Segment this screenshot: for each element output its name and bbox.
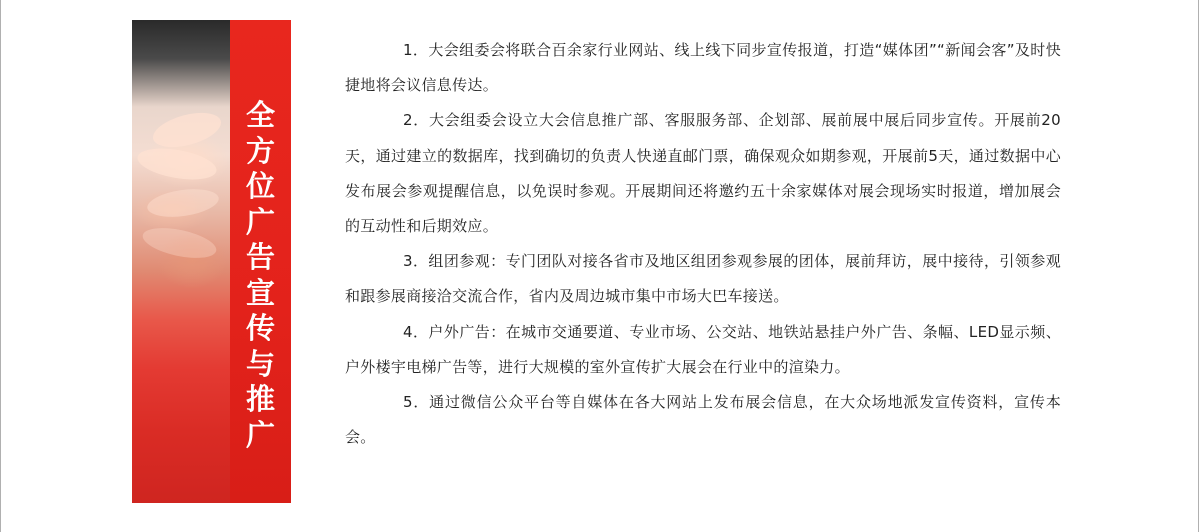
paragraph-promotion-departments: 2．大会组委会设立大会信息推广部、客服服务部、企划部、展前展中展后同步宣传。开展前20天，通过建立的数据库，找到确切的负责人快递直邮门票，确保观众如期参观，开展前5天，通过数据中心发布展会参观提醒信息，以免误时参观。开展期间还将邀约五十余家媒体对展会现场实时报道，增加展会的互动性和后期效应。 [345, 111, 1061, 236]
hand-shape [149, 106, 224, 153]
joined-hands-photo [132, 20, 230, 503]
paragraph-social-media: 5．通过微信公众平台等自媒体在各大网站上发布展会信息，在大众场地派发宣传资料，宣传本会。 [345, 393, 1061, 447]
paragraph-group-visits: 3．组团参观：专门团队对接各省市及地区组团参观参展的团体，展前拜访，展中接待，引领参观和跟参展商接洽交流合作，省内及周边城市集中市场大巴车接送。 [345, 252, 1061, 306]
banner-title-char: 广 [245, 204, 275, 239]
hand-shape [140, 222, 219, 263]
banner-title-char: 传 [245, 311, 275, 345]
banner-title-char: 推 [245, 382, 275, 416]
hand-shape [146, 185, 221, 221]
banner-title-char: 与 [245, 346, 275, 381]
paragraph-outdoor-ads: 4．户外广告：在城市交通要道、专业市场、公交站、地铁站悬挂户外广告、条幅、LED显示频、户外楼宇电梯广告等，进行大规模的室外宣传扩大展会在行业中的渲染力。 [345, 322, 1061, 376]
paragraph-media-coverage: 1．大会组委会将联合百余家行业网站、线上线下同步宣传报道，打造“媒体团”“新闻会客”及时快捷地将会议信息传达。 [345, 41, 1061, 95]
promotion-content [345, 33, 1061, 455]
banner-title-char: 告 [245, 240, 275, 274]
page-border-left [0, 0, 1, 532]
banner-title-char: 广 [245, 417, 275, 452]
banner-title-char: 宣 [245, 275, 275, 310]
banner-title-char: 位 [245, 169, 275, 203]
banner-title-char: 方 [245, 133, 275, 168]
banner-title [230, 98, 291, 453]
banner-title-char: 全 [245, 98, 275, 132]
hand-shape [135, 143, 219, 184]
